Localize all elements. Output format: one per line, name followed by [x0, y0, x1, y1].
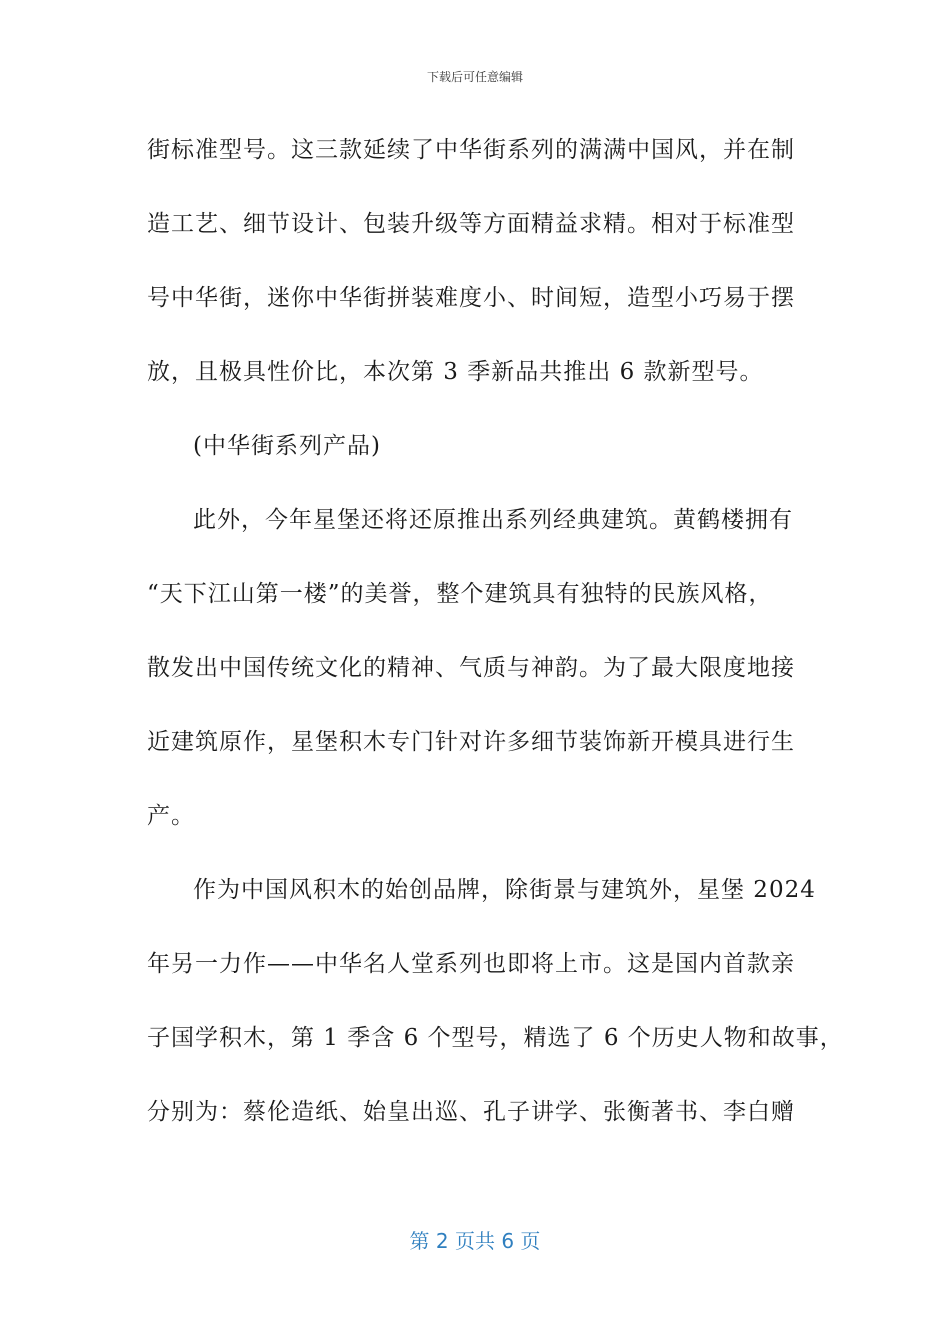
caption-line: (中华街系列产品) — [193, 433, 381, 459]
page-number-label: 第 2 页共 6 页 — [409, 1229, 541, 1253]
text-line: 子国学积木，第 1 季含 6 个型号，精选了 6 个历史人物和故事， — [147, 1025, 844, 1051]
text-line: 年另一力作——中华名人堂系列也即将上市。这是国内首款亲 — [147, 951, 795, 977]
text-line: “天下江山第一楼”的美誉，整个建筑具有独特的民族风格， — [147, 581, 773, 607]
text-line: 产。 — [147, 803, 195, 829]
text-line: 作为中国风积木的始创品牌，除街景与建筑外，星堡 2024 — [193, 877, 816, 903]
text-line: 街标准型号。这三款延续了中华街系列的满满中国风，并在制 — [147, 137, 795, 163]
text-line: 放，且极具性价比，本次第 3 季新品共推出 6 款新型号。 — [147, 359, 764, 385]
text-line: 此外，今年星堡还将还原推出系列经典建筑。黄鹤楼拥有 — [193, 507, 793, 533]
page-number-footer — [0, 1225, 950, 1254]
text-line: 号中华街，迷你中华街拼装难度小、时间短，造型小巧易于摆 — [147, 285, 795, 311]
header-note: 下载后可任意编辑 — [426, 70, 523, 84]
text-line: 近建筑原作，星堡积木专门针对许多细节装饰新开模具进行生 — [147, 729, 795, 755]
text-line: 分别为：蔡伦造纸、始皇出巡、孔子讲学、张衡著书、李白赠 — [147, 1099, 795, 1125]
text-line: 造工艺、细节设计、包装升级等方面精益求精。相对于标准型 — [147, 211, 795, 237]
text-line: 散发出中国传统文化的精神、气质与神韵。为了最大限度地接 — [147, 655, 795, 681]
